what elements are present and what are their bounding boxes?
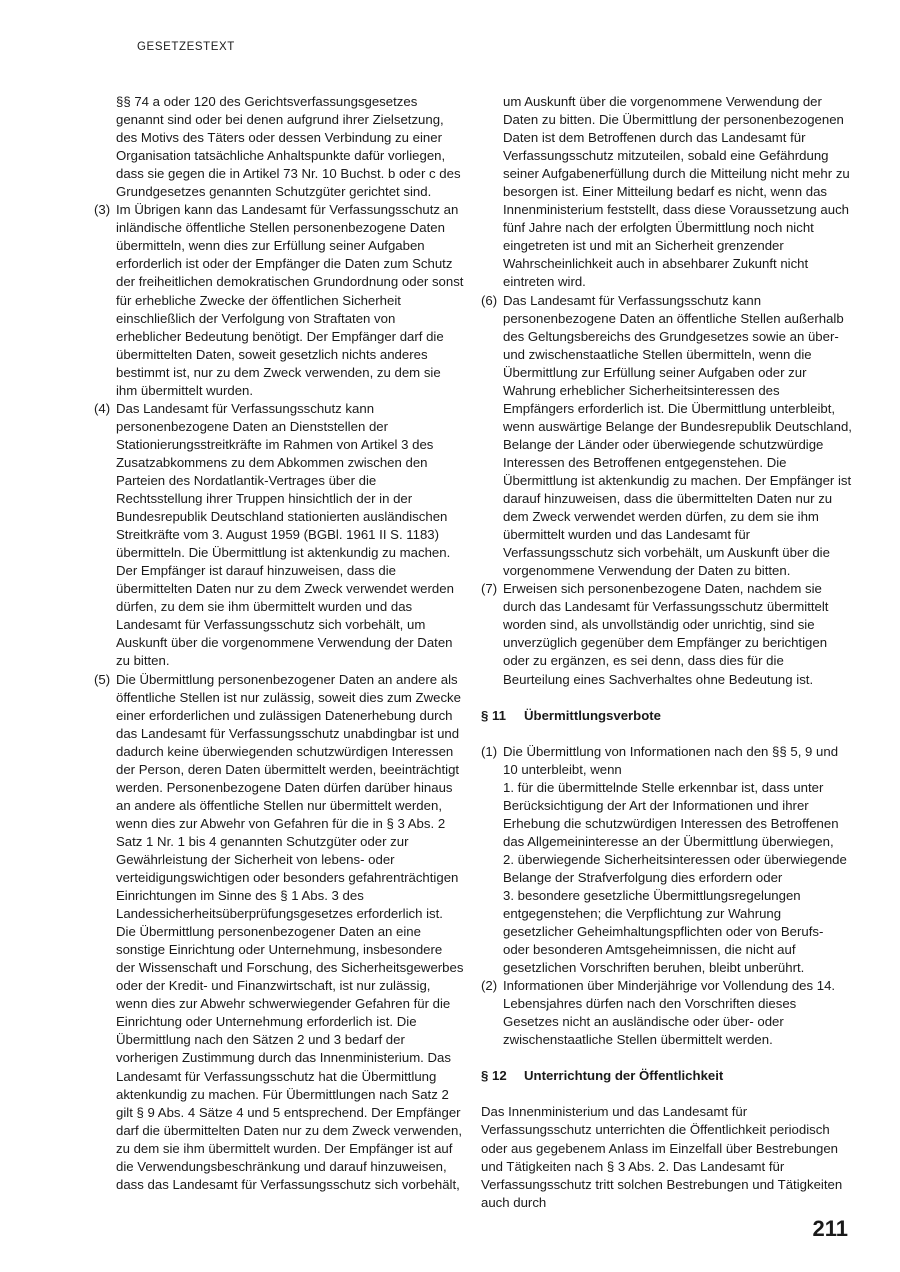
spacer xyxy=(481,1085,853,1103)
list-point-2: 2. überwiegende Sicherheitsinteressen oder überwiegende Belange der Strafverfolgung dies erfordern oder xyxy=(503,851,847,885)
paragraph-body xyxy=(503,743,853,978)
paragraph-text: Die Übermittlung personenbezogener Daten an andere als öffentliche Stellen ist nur zulässig, soweit dies zum Zwecke einer erforderlichen und zulässigen Datenerhebung durch das Landesamt für Verfassungsschutz unabdingbar ist und dadurch keine überwiegenden schutzwürdigen Interessen der Person, deren Daten übermittelt werden, beeinträchtigt werden. Personenbezogene Daten dürfen darüber hinaus an andere als öffentliche Stellen nur übermittelt werden, wenn dies zur Abwehr von Gefahren für die in § 3 Abs. 2 Satz 1 Nr. 1 bis 4 genannten Schutzgüter oder zur Gewährleistung der Sicherheit von lebens- oder verteidigungswichtigen oder besonders gefahrenträchtigen Einrichtungen im Sinne des § 1 Abs. 3 des Landessicherheitsüberprüfungsgesetzes erforderlich ist. Die Übermittlung personenbezogener Daten an eine sonstige Einrichtung oder Unternehmung, insbesondere der Wissenschaft und Forschung, des Sicherheitsgewerbes oder der Kredit- und Finanzwirtschaft, ist nur zulässig, wenn dies zur Abwehr schwerwiegender Gefahren für die Einrichtung oder Unternehmung erforderlich ist. Die Übermittlung nach den Sätzen 2 und 3 bedarf der vorherigen Zustimmung durch das Innenministerium. Das Landesamt für Verfassungsschutz hat die Übermittlung aktenkundig zu machen. Für Übermittlungen nach Satz 2 gilt § 9 Abs. 4 Sätze 4 und 5 entsprechend. Der Empfänger darf die übermittelten Daten nur zu dem Zweck verwenden, zu dem sie ihm übermittelt wurden. Der Empfänger ist auf die Verwendungsbeschränkung und darauf hinzuweisen, dass das Landesamt für Verfassungsschutz sich vorbehält, xyxy=(116,671,464,1192)
section-11-heading xyxy=(481,707,853,725)
section-title: Unterrichtung der Öffentlichkeit xyxy=(524,1068,724,1084)
paragraph-text: Das Landesamt für Verfassungsschutz kann personenbezogene Daten an Dienststellen der Stationierungsstreitkräfte im Rahmen von Artikel 3 des Zusatzabkommens zu dem Abkommen zwischen den Parteien des Nordatlantik-Vertrages über die Rechtsstellung ihrer Truppen hinsichtlich der in der Bundesrepublik Deutschland stationierten ausländischen Streitkräfte vom 3. August 1959 (BGBl. 1961 II S. 1183) übermitteln. Die Übermittlung ist aktenkundig zu machen. Der Empfänger ist darauf hinzuweisen, dass die übermittelten Daten nur zu dem Zweck verwendet werden dürfen, zu dem sie ihm übermittelt wurden und das Landesamt für Verfassungsschutz sich vorbehält, um Auskunft über die vorgenommene Verwendung der Daten zu bitten. xyxy=(116,400,454,669)
spacer xyxy=(481,1049,853,1067)
continuation-paragraph: um Auskunft über die vorgenommene Verwendung der Daten zu bitten. Die Übermittlung der personenbezogenen Daten ist dem Betroffenen durch das Landesamt für Verfassungsschutz mitzuteilen, sobald eine Gefährdung seiner Aufgabenerfüllung durch die Mitteilung nicht mehr zu besorgen ist. Einer Mitteilung bedarf es nicht, wenn das Innenministerium feststellt, dass diese Voraussetzung auch fünf Jahre nach der erfolgten Übermittlung noch nicht eingetreten ist und mit an Sicherheit grenzender Wahrscheinlichkeit auch in absehbarer Zukunft nicht eintreten wird. xyxy=(503,94,850,290)
section-12-text: Das Innenministerium und das Landesamt für Verfassungsschutz unterrichten die Öffentlichkeit periodisch oder aus gegebenem Anlass im Einzelfall über Bestrebungen und Tätigkeiten nach § 3 Abs. 2. Das Landesamt für Verfassungsschutz tritt solchen Bestrebungen und Tätigkeiten auch durch xyxy=(481,1104,843,1210)
right-column xyxy=(481,93,853,1212)
page-number: 211 xyxy=(812,1216,848,1241)
section-11-paragraph-1 xyxy=(481,743,853,978)
paragraph-6 xyxy=(481,292,853,581)
paragraph-number: (3) xyxy=(94,202,111,218)
paragraph-intro: Die Übermittlung von Informationen nach den §§ 5, 9 und 10 unterbleibt, wenn xyxy=(503,743,839,777)
section-12-heading xyxy=(481,1067,853,1085)
paragraph-number: (7) xyxy=(481,581,498,597)
left-column xyxy=(94,93,464,1194)
paragraph-number: (5) xyxy=(94,671,111,687)
paragraph-text: Im Übrigen kann das Landesamt für Verfassungsschutz an inländische öffentliche Stellen personenbezogene Daten übermitteln, wenn dies zur Erfüllung seiner Aufgaben erforderlich ist oder der Empfänger die Daten zum Schutz der freiheitlichen demokratischen Grundordnung oder sonst für erhebliche Zwecke der öffentlichen Sicherheit einschließlich der Verfolgung von Straftaten von erheblicher Bedeutung benötigt. Der Empfänger darf die übermittelten Daten, soweit gesetzlich nichts anderes bestimmt ist, nur zu dem Zweck verwenden, zu dem sie ihm übermittelt wurden. xyxy=(116,202,464,398)
paragraph-5 xyxy=(94,671,464,1194)
paragraph-number: (1) xyxy=(481,743,498,759)
paragraph-text: Informationen über Minderjährige vor Vollendung des 14. Lebensjahres dürfen nach den Vorschriften dieses Gesetzes nicht an ausländische oder über- oder zwischenstaatliche Stellen übermittelt werden. xyxy=(503,978,836,1048)
section-number: § 12 xyxy=(481,1068,507,1084)
running-head: GESETZESTEXT xyxy=(137,41,235,53)
paragraph-4 xyxy=(94,400,464,671)
paragraph-3 xyxy=(94,201,464,400)
list-point-1: 1. für die übermittelnde Stelle erkennbar ist, dass unter Berücksichtigung der Art der Informationen und ihrer Erhebung die schutzwürdigen Interessen des Betroffenen das Allgemeininteresse an der Übermittlung überwiegen, xyxy=(503,779,839,849)
section-number: § 11 xyxy=(481,707,506,723)
paragraph-text: Erweisen sich personenbezogene Daten, nachdem sie durch das Landesamt für Verfassungsschutz übermittelt worden sind, als unvollständig oder unrichtig, sind sie unverzüglich gegenüber dem Empfänger zu berichtigen oder zu ergänzen, es sei denn, dass dies für die Beurteilung eines Sachverhaltes ohne Bedeutung ist. xyxy=(503,581,829,687)
paragraph-text: Das Landesamt für Verfassungsschutz kann personenbezogene Daten an öffentliche Stellen außerhalb des Geltungsbereichs des Grundgesetzes sowie an über- und zwischenstaatliche Stellen übermitteln, wenn die Übermittlung zur Erfüllung seiner Aufgaben oder zur Wahrung erheblicher Sicherheitsinteressen des Empfängers erforderlich ist. Die Übermittlung unterbleibt, wenn auswärtige Belange der Bundesrepublik Deutschland, Belange der Länder oder überwiegende schutzwürdige Interessen des Betroffenen entgegenstehen. Die Übermittlung ist aktenkundig zu machen. Der Empfänger ist darauf hinzuweisen, dass die übermittelten Daten nur zu dem Zweck verwendet werden dürfen, zu dem sie ihm übermittelt wurden und das Landesamt für Verfassungsschutz sich vorbehält, um Auskunft über die vorgenommene Verwendung der Daten zu bitten. xyxy=(503,292,852,579)
paragraph-number: (4) xyxy=(94,400,111,416)
section-title: Übermittlungsverbote xyxy=(524,707,662,723)
continuation-paragraph: §§ 74 a oder 120 des Gerichtsverfassungsgesetzes genannt sind oder bei denen aufgrund ihrer Zielsetzung, des Motivs des Täters oder dessen Verbindung zu einer Organisation tatsächliche Anhaltspunkte dafür vorliegen, dass sie gegen die in Artikel 73 Nr. 10 Buchst. b oder c des Grundgesetzes genannten Schutzgüter gerichtet sind. xyxy=(116,94,461,200)
spacer xyxy=(481,725,853,743)
list-point-3: 3. besondere gesetzliche Übermittlungsregelungen entgegenstehen; die Verpflichtung zur Wahrung gesetzlicher Geheimhaltungspflichten oder von Berufs- oder besonderen Amtsgeheimnissen, die nicht auf gesetzlichen Vorschriften beruhen, bleibt unberührt. xyxy=(503,887,824,976)
section-11-paragraph-2 xyxy=(481,977,853,1049)
spacer xyxy=(481,689,853,707)
paragraph-number: (2) xyxy=(481,978,498,994)
paragraph-number: (6) xyxy=(481,292,498,308)
paragraph-7 xyxy=(481,580,853,688)
